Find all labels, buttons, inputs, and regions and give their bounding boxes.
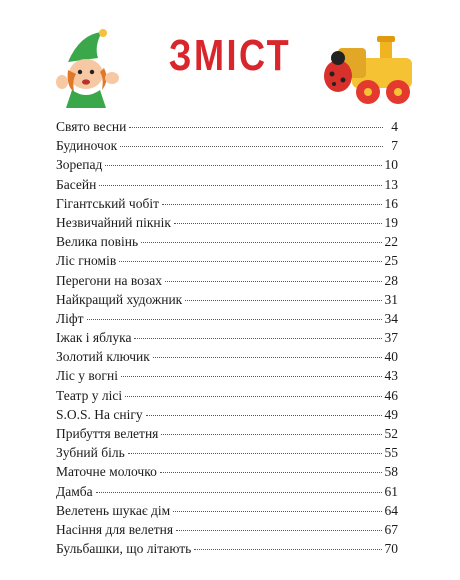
toc-entry-title: Дамба <box>56 483 93 499</box>
dot-leader <box>173 510 381 512</box>
dot-leader <box>134 337 381 339</box>
toc-entry <box>56 539 398 558</box>
toc-entry-title: Насіння для велетня <box>56 521 174 537</box>
toc-entry-title: Басейн <box>56 176 97 192</box>
toc-entry-title: Найкращий художник <box>56 291 183 307</box>
toc-entry-page: 37 <box>384 330 398 346</box>
toc-entry <box>56 347 398 366</box>
toc-entry-page: 28 <box>384 272 398 288</box>
dot-leader <box>185 299 381 301</box>
toc-entry-title: Зорепад <box>56 157 103 173</box>
toc-entry-title: Іжак і яблука <box>56 330 132 346</box>
dot-leader <box>128 452 382 454</box>
toc-entry <box>56 213 398 232</box>
toc-entry-page: 55 <box>384 445 398 461</box>
toc-entry-page: 46 <box>384 387 398 403</box>
toc-entry-title: Велетень шукає дім <box>56 502 171 518</box>
toc-entry-page: 16 <box>384 195 398 211</box>
toc-entry-title: Свято весни <box>56 119 127 134</box>
toc-entry-title: Будиночок <box>56 138 118 154</box>
dot-leader <box>120 145 383 147</box>
dot-leader <box>165 280 382 282</box>
toc-entry-title: Велика повінь <box>56 234 139 250</box>
toc-entry-title: Зубний біль <box>56 445 125 461</box>
toc-entry-page: 67 <box>384 521 398 537</box>
dot-leader <box>99 184 381 186</box>
toc-entry-page: 13 <box>384 176 398 192</box>
toc-entry-page: 40 <box>384 349 398 365</box>
toc-entry-title: Гігантський чобіт <box>56 195 159 211</box>
toc-entry-page: 43 <box>384 368 398 384</box>
dot-leader <box>87 318 382 320</box>
toc-entry-title: Бульбашки, що літають <box>56 541 192 557</box>
toc-entry-title: Маточне молочко <box>56 464 157 480</box>
toc-entry <box>56 386 398 405</box>
dot-leader <box>146 414 382 416</box>
dot-leader <box>125 395 381 397</box>
dot-leader <box>153 356 382 358</box>
toc-entry <box>56 117 398 136</box>
dot-leader <box>160 471 382 473</box>
toy-train-illustration <box>318 34 418 106</box>
toc-entry <box>56 155 398 174</box>
toc-entry-page: 61 <box>384 483 398 499</box>
toc-entry-page: 64 <box>384 502 398 518</box>
toc-entry-title: Перегони на возах <box>56 272 162 288</box>
dot-leader <box>194 548 381 550</box>
toc-entry <box>56 309 398 328</box>
toc-entry-page: 58 <box>384 464 398 480</box>
toc-entry-title: Золотий ключик <box>56 349 150 365</box>
toc-entry <box>56 328 398 347</box>
toc-entry <box>56 501 398 520</box>
toc-entry <box>56 136 398 155</box>
toc-entry-page: 49 <box>384 406 398 422</box>
toc-entry <box>56 271 398 290</box>
toc-entry-page: 34 <box>384 310 398 326</box>
toc-entry-page: 52 <box>384 426 398 441</box>
dot-leader <box>121 375 382 377</box>
toc-entry <box>56 290 398 309</box>
dot-leader <box>174 222 382 224</box>
toc-entry-page: 22 <box>384 234 398 250</box>
dot-leader <box>162 203 382 205</box>
toc-entry-title: Ліфт <box>56 310 84 326</box>
dot-leader <box>119 260 381 262</box>
toc-entry <box>56 424 398 443</box>
toc-entry <box>56 405 398 424</box>
toc-entry <box>56 194 398 213</box>
toc-entry-title: Ліс гномів <box>56 253 117 269</box>
toc-entry-title: Театр у лісі <box>56 387 123 403</box>
toc-entry <box>56 482 398 501</box>
toc-entry-title: Незвичайний пікнік <box>56 214 171 230</box>
toc-entry-page: 7 <box>391 138 398 154</box>
page-header <box>0 0 460 110</box>
page-title: ЗМІСТ <box>168 31 292 80</box>
dot-leader <box>161 433 381 435</box>
toc-entry-page: 10 <box>384 157 398 173</box>
toc-entry <box>56 232 398 251</box>
toc-entry-title: Ліс у вогні <box>56 368 118 384</box>
toc-entry-page: 70 <box>384 541 398 557</box>
dot-leader <box>141 241 381 243</box>
toc-entry-title: Прибуття велетня <box>56 426 159 441</box>
toc-entry <box>56 520 398 539</box>
toc-entry-title: S.O.S. На снігу <box>56 406 143 422</box>
toc-entry <box>56 443 398 462</box>
toc-entry <box>56 462 398 481</box>
toc-entry-page: 25 <box>384 253 398 269</box>
toc-entry <box>56 251 398 270</box>
dot-leader <box>176 529 381 531</box>
toc-entry <box>56 175 398 194</box>
table-of-contents <box>56 117 398 558</box>
toc-entry-page: 4 <box>391 119 398 134</box>
toc-entry <box>56 366 398 385</box>
toc-entry-page: 19 <box>384 214 398 230</box>
dot-leader <box>105 164 381 166</box>
dot-leader <box>129 126 383 128</box>
toc-entry-page: 31 <box>384 291 398 307</box>
dot-leader <box>96 491 382 493</box>
